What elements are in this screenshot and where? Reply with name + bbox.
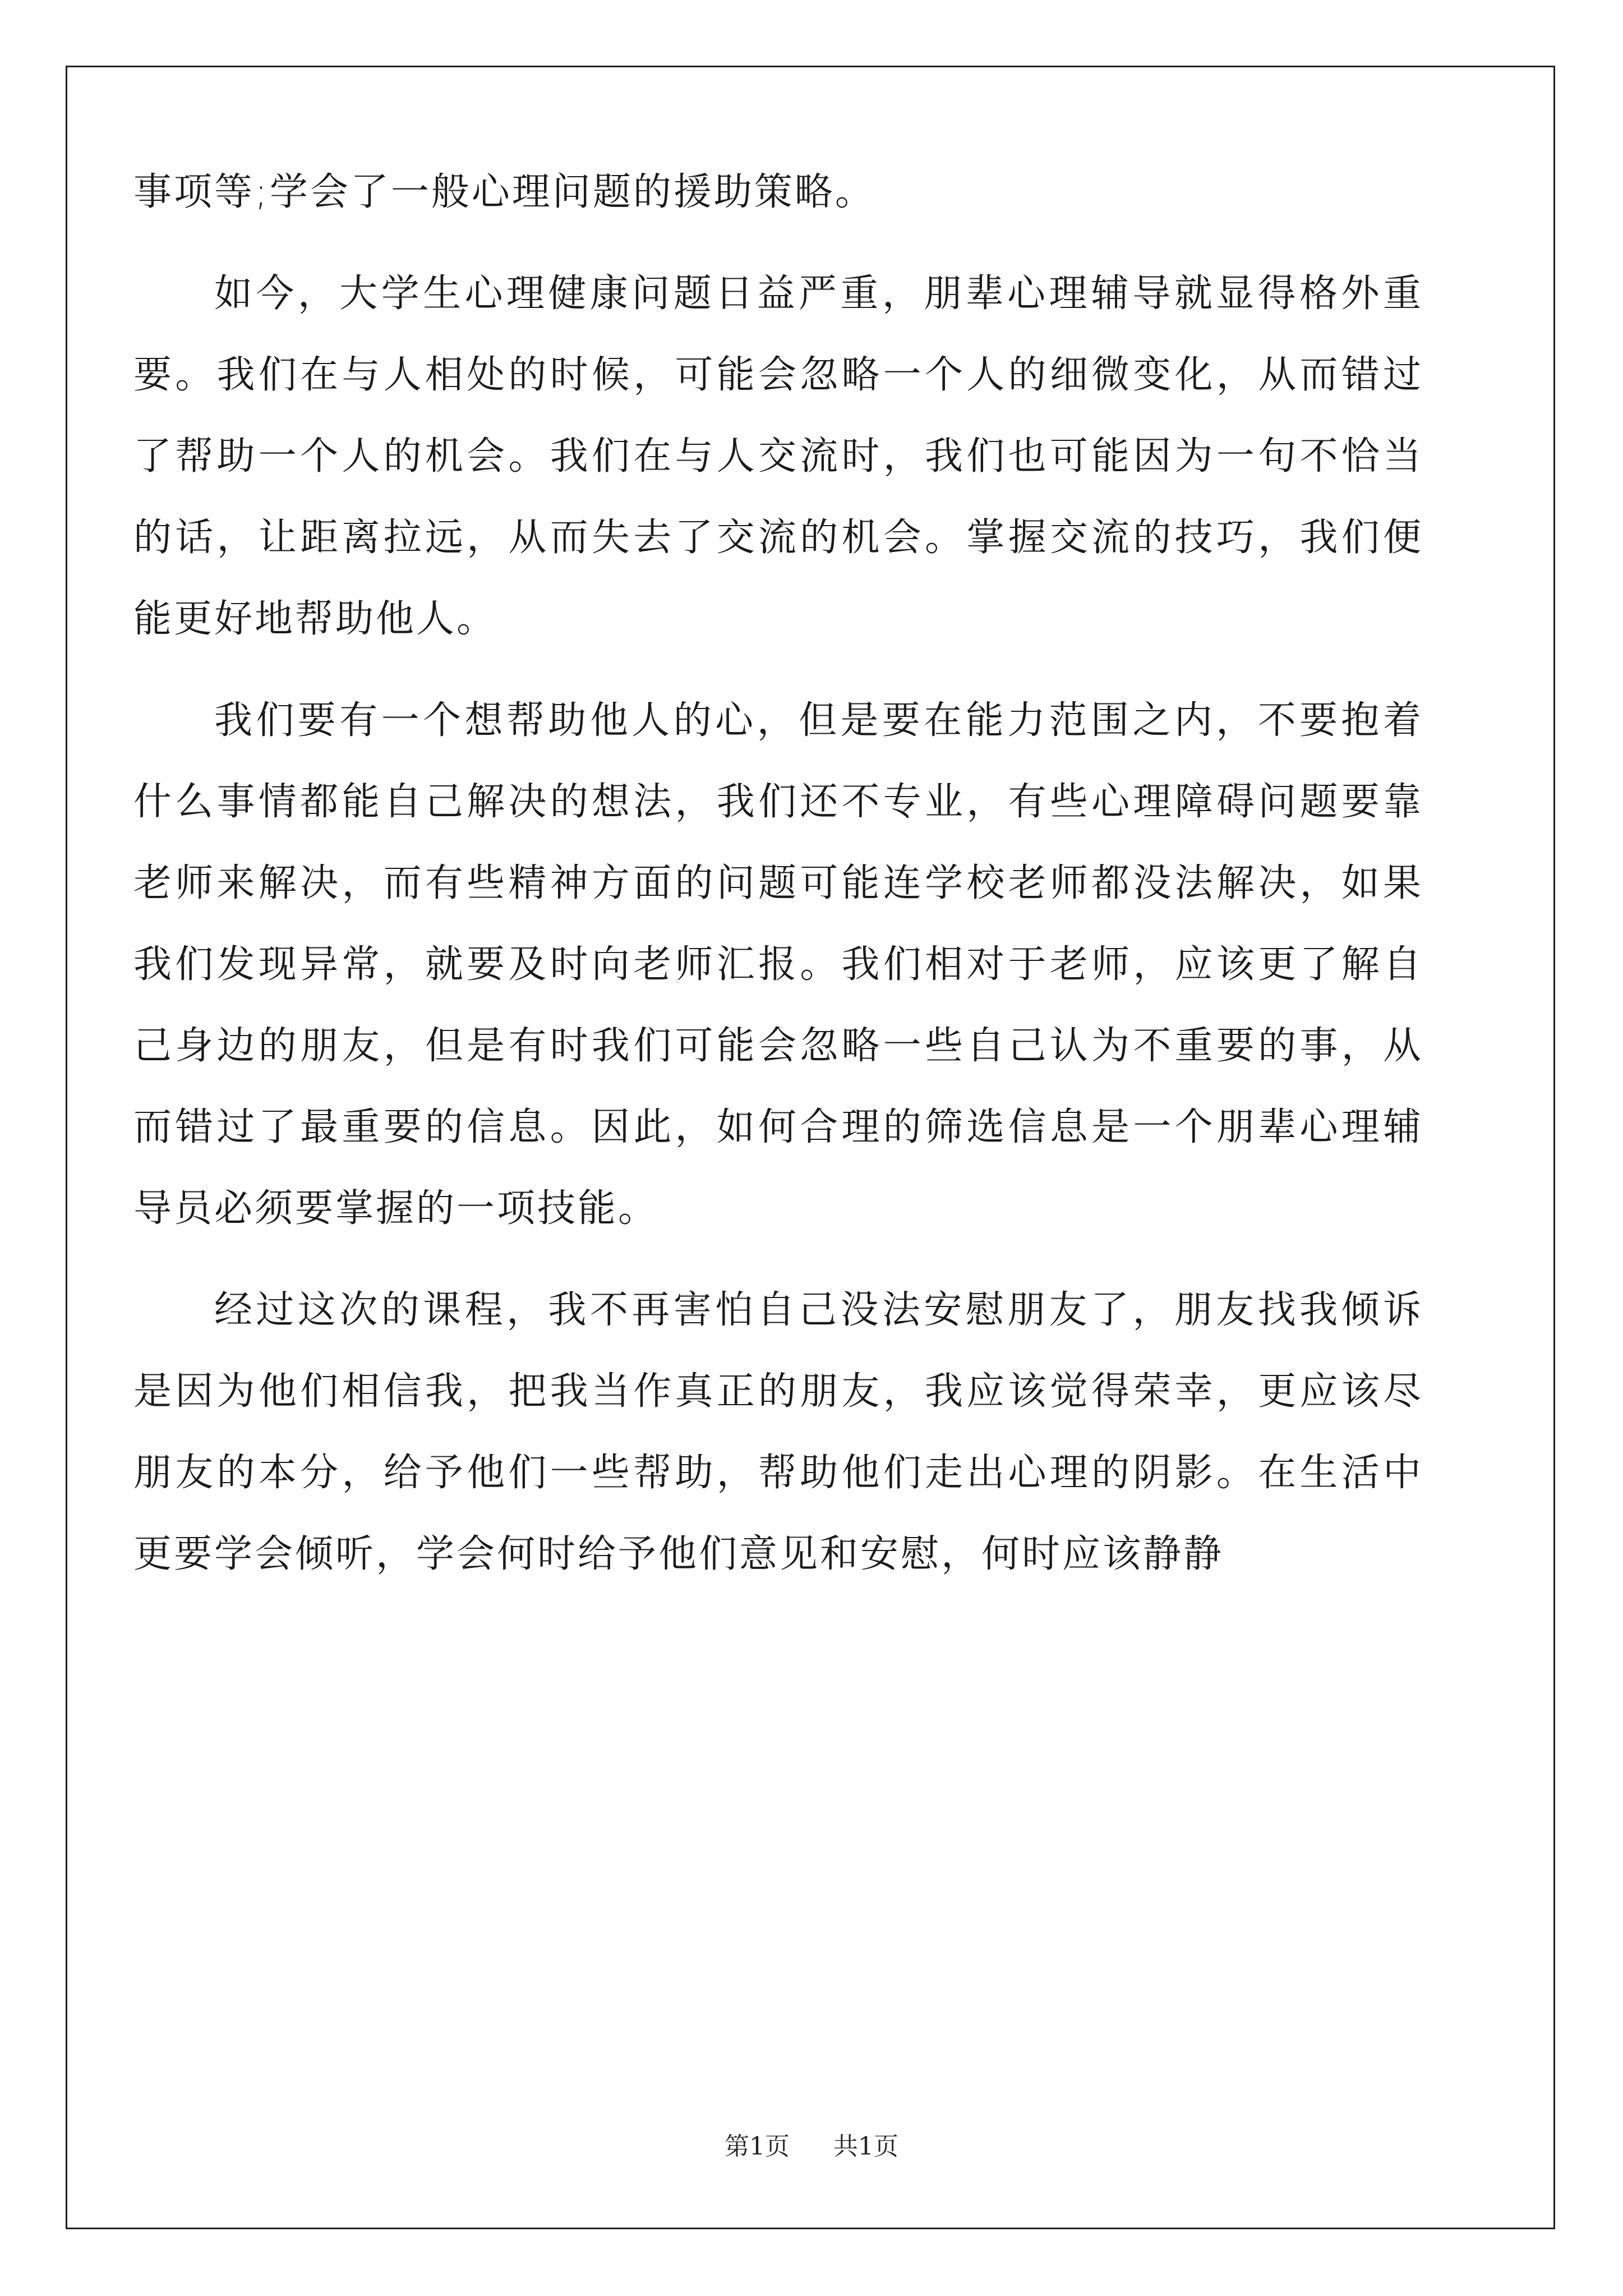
page-total: 共1页 xyxy=(833,2132,898,2161)
page-number: 第1页 xyxy=(725,2132,790,2161)
paragraph: 经过这次的课程，我不再害怕自己没法安慰朋友了，朋友找我倾诉是因为他们相信我，把我当作真正的朋友，我应该觉得荣幸，更应该尽朋友的本分，给予他们一些帮助，帮助他们走出心理的阴影。在生活中更要学会倾听，学会何时给予他们意见和安慰，何时应该静静 xyxy=(133,1288,1423,1576)
paragraph: 事项等;学会了一般心理问题的援助策略。 xyxy=(133,170,875,214)
paragraph: 如今，大学生心理健康问题日益严重，朋辈心理辅导就显得格外重要。我们在与人相处的时候，可能会忽略一个人的细微变化，从而错过了帮助一个人的机会。我们在与人交流时，我们也可能因为一句不恰当的话，让距离拉远，从而失去了交流的机会。掌握交流的技巧，我们便能更好地帮助他人。 xyxy=(133,272,1423,641)
page-footer xyxy=(0,2126,1623,2162)
document-body xyxy=(133,151,1423,1615)
paragraph: 我们要有一个想帮助他人的心，但是要在能力范围之内，不要抱着什么事情都能自己解决的想法，我们还不专业，有些心理障碍问题要靠老师来解决，而有些精神方面的问题可能连学校老师都没法解决，如果我们发现异常，就要及时向老师汇报。我们相对于老师，应该更了解自己身边的朋友，但是有时我们可能会忽略一些自己认为不重要的事，从而错过了最重要的信息。因此，如何合理的筛选信息是一个朋辈心理辅导员必须要掌握的一项技能。 xyxy=(133,698,1423,1231)
